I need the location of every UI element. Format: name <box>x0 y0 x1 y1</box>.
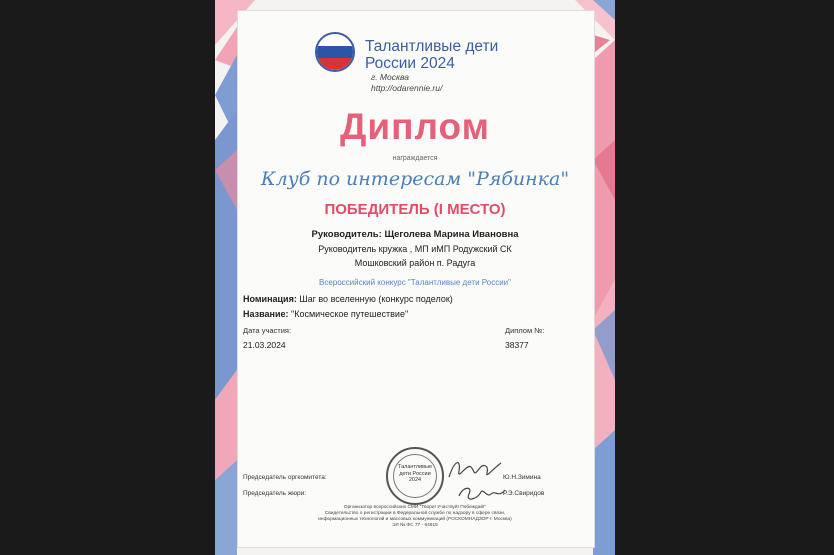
chair-org-label: Председатель оргкомитета: <box>243 474 327 481</box>
nomination-row <box>243 294 453 304</box>
seal-stamp-icon: Талантливые дети России 2024 <box>386 447 444 505</box>
contest-name: Всероссийский конкурс "Талантливые дети России" <box>319 278 511 287</box>
work-name-row <box>243 309 408 319</box>
diploma-number-value: 38377 <box>505 340 529 350</box>
date-label: Дата участия: <box>243 326 292 335</box>
nomination-value: Шаг во вселенную (конкурс поделок) <box>299 294 453 304</box>
russia-flag-logo-icon <box>315 32 355 72</box>
leader-location: Мошковский район п. Радуга <box>354 258 476 268</box>
organizer-url: http://odarennie.ru/ <box>371 83 443 93</box>
recipient-name: Клуб по интересам "Рябинка" <box>260 168 570 190</box>
organizer-name: Талантливые дети России 2024 <box>365 38 499 72</box>
chair-org-name: Ю.Н.Зимина <box>503 474 541 481</box>
chair-jury-label: Председатель жюри: <box>243 490 307 497</box>
work-name-value: "Космическое путешествие" <box>291 309 409 319</box>
date-value: 21.03.2024 <box>243 340 286 350</box>
awarded-caption: награждается <box>392 155 438 162</box>
diploma-number-label: Диплом №: <box>505 326 545 335</box>
footer-registration: Организатор всероссийских СМИ "Твори! Участвуй! Побеждай!" Свидетельство о регистрации в Федеральной службе по надзору в сфере связи, информационных технологий и массовых коммуникаций (РОСКОМНАДЗОР г. Москва) ЭЛ № ФС 77 - 64915 <box>318 505 512 528</box>
place-award: ПОБЕДИТЕЛЬ (I МЕСТО) <box>324 201 506 218</box>
diploma-title: Диплом <box>340 106 490 147</box>
signature-2-icon <box>455 480 510 506</box>
chair-jury-name: Р.Э.Свиридов <box>503 490 545 497</box>
leader-position: Руководитель кружка , МП иМП Родужский СК <box>318 244 512 254</box>
diploma-sheet <box>215 0 615 555</box>
organizer-city: г. Москва <box>371 72 409 82</box>
nomination-label: Номинация: <box>243 294 297 304</box>
work-name-label: Название: <box>243 309 289 319</box>
leader-name: Руководитель: Щеголева Марина Ивановна <box>311 229 519 240</box>
